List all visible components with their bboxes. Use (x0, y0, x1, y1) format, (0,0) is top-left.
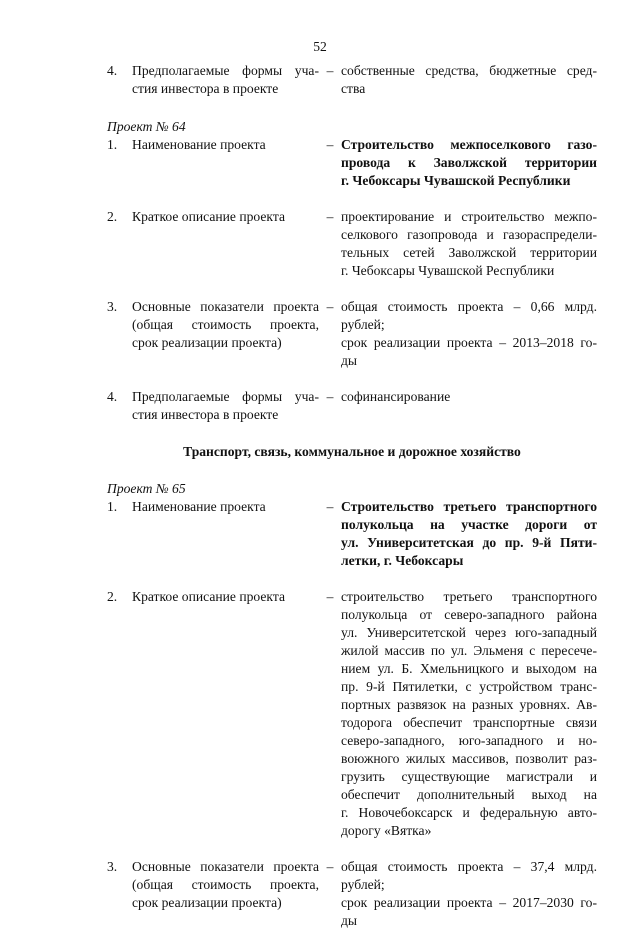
value-line: тодорога обеспечит транспортные связи (341, 715, 597, 730)
value-line: летки, г. Чебоксары (341, 553, 464, 568)
label-line: Предполагаемые формы уча- (132, 63, 319, 78)
p64-item-3 (107, 298, 597, 370)
label-line: Предполагаемые формы уча- (132, 389, 319, 404)
item-number: 2. (107, 589, 118, 604)
label-line: стия инвестора в проекте (132, 81, 279, 96)
item-value (341, 136, 597, 190)
value-line: полукольца на участке дороги от (341, 517, 597, 532)
value-line: срок реализации проекта – 2013–2018 го- (341, 335, 597, 350)
value-line: воюжного жилых массивов, позволит раз- (341, 751, 597, 766)
p64-item-1 (107, 136, 597, 190)
label-line: срок реализации проекта) (132, 895, 282, 910)
value-line: Строительство третьего транспортного (341, 499, 597, 514)
item-dash: – (326, 859, 334, 874)
item-dash: – (326, 63, 334, 78)
value-line: провода к Заволжской территории (341, 155, 597, 170)
item-dash: – (326, 499, 334, 514)
label-line: Краткое описание проекта (132, 209, 285, 224)
value-line: строительство третьего транспортного (341, 589, 597, 604)
item-label (132, 208, 319, 226)
label-line: Наименование проекта (132, 137, 266, 152)
value-line: общая стоимость проекта – 37,4 млрд. (341, 859, 597, 874)
value-line: ул. Университетской через юго-западный (341, 625, 597, 640)
p64-item-4 (107, 388, 597, 424)
p65-item-2 (107, 588, 597, 840)
project-65-title: Проект № 65 (107, 481, 186, 496)
page-number: 52 (313, 39, 327, 54)
value-line: нием ул. Б. Хмельницкого и выходом на (341, 661, 597, 676)
label-line: (общая стоимость проекта, (132, 317, 319, 332)
item-number: 4. (107, 63, 118, 78)
item-dash: – (326, 389, 334, 404)
value-line: ул. Университетская до пр. 9-й Пяти- (341, 535, 597, 550)
value-line: портных развязок на разных уровнях. Ав- (341, 697, 597, 712)
item-number: 4. (107, 389, 118, 404)
value-line: северо-западного, юго-западного и но- (341, 733, 597, 748)
item-label (132, 498, 319, 516)
value-line: общая стоимость проекта – 0,66 млрд. (341, 299, 597, 314)
item-number: 1. (107, 137, 118, 152)
label-line: Основные показатели проекта (132, 859, 319, 874)
value-line: селкового газопровода и газораспредели- (341, 227, 597, 242)
item-dash: – (326, 137, 334, 152)
item-dash: – (326, 209, 334, 224)
item-number: 3. (107, 299, 118, 314)
item-label (132, 858, 319, 912)
item-label (132, 588, 319, 606)
value-line: г. Чебоксары Чувашской Республики (341, 173, 571, 188)
value-line: ства (341, 81, 366, 96)
value-line: софинансирование (341, 389, 451, 404)
value-line: ды (341, 353, 358, 368)
p65-item-1 (107, 498, 597, 570)
item-value (341, 298, 597, 370)
value-line: жилой массив по ул. Эльменя с пересече- (341, 643, 597, 658)
item-label (132, 388, 319, 424)
item-label (132, 136, 319, 154)
p63-item-4 (107, 62, 597, 98)
item-value (341, 62, 597, 98)
label-line: Краткое описание проекта (132, 589, 285, 604)
value-line: пр. 9-й Пятилетки, с устройством транс- (341, 679, 597, 694)
item-number: 3. (107, 859, 118, 874)
value-line: ды (341, 913, 358, 928)
value-line: полукольца от северо-западного района (341, 607, 597, 622)
label-line: (общая стоимость проекта, (132, 877, 319, 892)
value-line: тельных сетей Заволжской территории (341, 245, 597, 260)
value-line: г. Новочебоксарск и федеральную авто- (341, 805, 597, 820)
item-value (341, 498, 597, 570)
value-line: дорогу «Вятка» (341, 823, 432, 838)
item-value (341, 588, 597, 840)
item-value (341, 388, 597, 406)
section-heading: Транспорт, связь, коммунальное и дорожное хозяйство (183, 444, 521, 459)
document-content (107, 62, 597, 930)
value-line: рублей; (341, 877, 385, 892)
item-value (341, 208, 597, 280)
item-label (132, 62, 319, 98)
value-line: грузить существующие магистрали и (341, 769, 597, 784)
item-number: 1. (107, 499, 118, 514)
value-line: проектирование и строительство межпо- (341, 209, 597, 224)
label-line: Наименование проекта (132, 499, 266, 514)
label-line: срок реализации проекта) (132, 335, 282, 350)
project-64-title: Проект № 64 (107, 119, 186, 134)
p64-item-2 (107, 208, 597, 280)
label-line: Основные показатели проекта (132, 299, 319, 314)
value-line: собственные средства, бюджетные сред- (341, 63, 597, 78)
item-number: 2. (107, 209, 118, 224)
value-line: Строительство межпоселкового газо- (341, 137, 597, 152)
value-line: срок реализации проекта – 2017–2030 го- (341, 895, 597, 910)
value-line: г. Чебоксары Чувашской Республики (341, 263, 555, 278)
item-value (341, 858, 597, 930)
label-line: стия инвестора в проекте (132, 407, 279, 422)
value-line: обеспечит дополнительный выход на (341, 787, 597, 802)
item-dash: – (326, 589, 334, 604)
value-line: рублей; (341, 317, 385, 332)
item-dash: – (326, 299, 334, 314)
p65-item-3 (107, 858, 597, 930)
item-label (132, 298, 319, 352)
